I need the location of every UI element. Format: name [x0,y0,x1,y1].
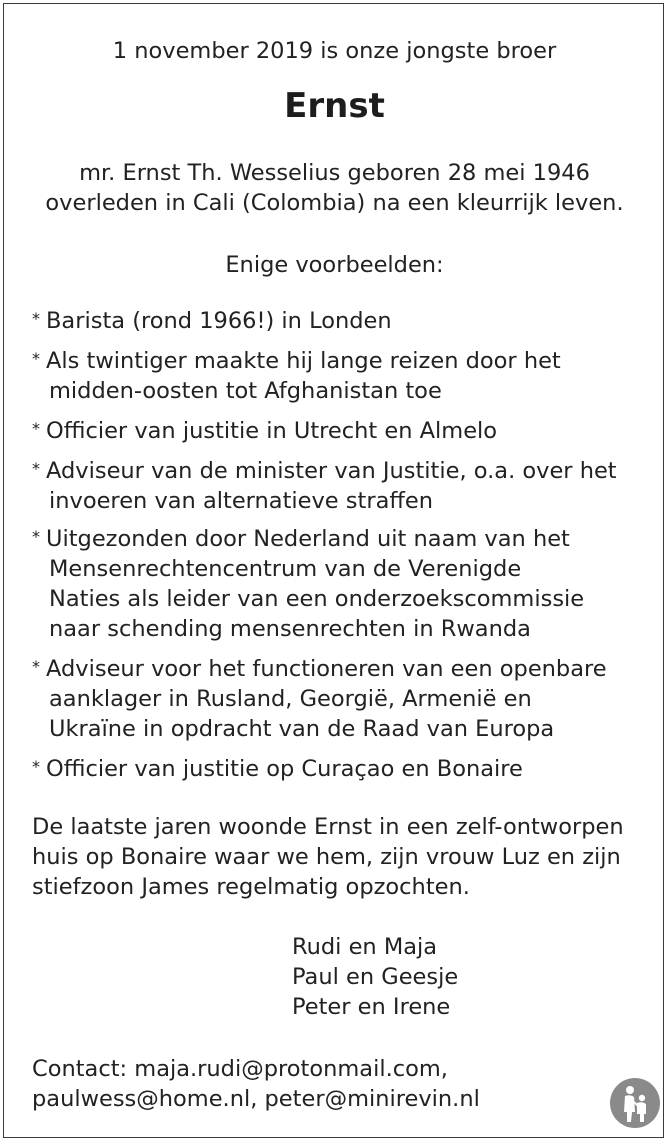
bullet-asterisk: * [32,309,40,328]
bullet-asterisk: * [32,459,40,478]
list-item [32,524,584,644]
list-item-line: naar schending mensenrechten in Rwanda [49,616,531,642]
list-item-line: Barista (rond 1966!) in Londen [46,308,392,334]
list-item [32,654,607,744]
list-item [32,346,561,406]
memorial-figures-icon [610,1078,660,1128]
list-item-line: Adviseur voor het functioneren van een openbare [46,656,607,682]
closing-line: De laatste jaren woonde Ernst in een zelf-ontworpen [32,814,624,840]
bullet-asterisk: * [32,527,40,546]
list-item-line: Uitgezonden door Nederland uit naam van het [46,526,570,552]
list-item-line: Adviseur van de minister van Justitie, o.a. over het [46,458,617,484]
closing-line: stiefzoon James regelmatig opzochten. [32,874,470,900]
deceased-name: Ernst [284,86,385,126]
list-item-line: aanklager in Rusland, Georgië, Armenië en [49,686,532,712]
list-item-line: Naties als leider van een onderzoekscommissie [49,586,585,612]
contact-line: Contact: maja.rudi@protonmail.com, [32,1056,448,1082]
list-item-line: Mensenrechtencentrum van de Verenigde [49,556,522,582]
bullet-asterisk: * [32,657,40,676]
list-item-line: Ukraïne in opdracht van de Raad van Europa [49,716,555,742]
list-item-line: Officier van justitie in Utrecht en Almelo [46,418,498,444]
examples-heading: Enige voorbeelden: [225,252,444,278]
contact-line: paulwess@home.nl, peter@minirevin.nl [32,1086,480,1112]
list-item-line: Als twintiger maakte hij lange reizen door het [46,348,561,374]
list-item-line: Officier van justitie op Curaçao en Bonaire [46,756,523,782]
closing-line: huis op Bonaire waar we hem, zijn vrouw Luz en zijn [32,844,621,870]
list-item [32,754,523,784]
list-item-line: midden-oosten tot Afghanistan toe [49,378,442,404]
bio-line: mr. Ernst Th. Wesselius geboren 28 mei 1946 [79,160,590,186]
intro-line: 1 november 2019 is onze jongste broer [112,38,557,64]
list-item [32,456,617,516]
bio-line: overleden in Cali (Colombia) na een kleurrijk leven. [45,190,624,216]
list-item-line: invoeren van alternatieve straffen [49,488,433,514]
list-item [32,416,497,446]
signatory: Paul en Geesje [292,964,459,990]
signatory: Rudi en Maja [292,934,438,960]
bullet-asterisk: * [32,419,40,438]
list-item [32,306,392,336]
bullet-asterisk: * [32,757,40,776]
bullet-asterisk: * [32,349,40,368]
signatory: Peter en Irene [292,994,451,1020]
